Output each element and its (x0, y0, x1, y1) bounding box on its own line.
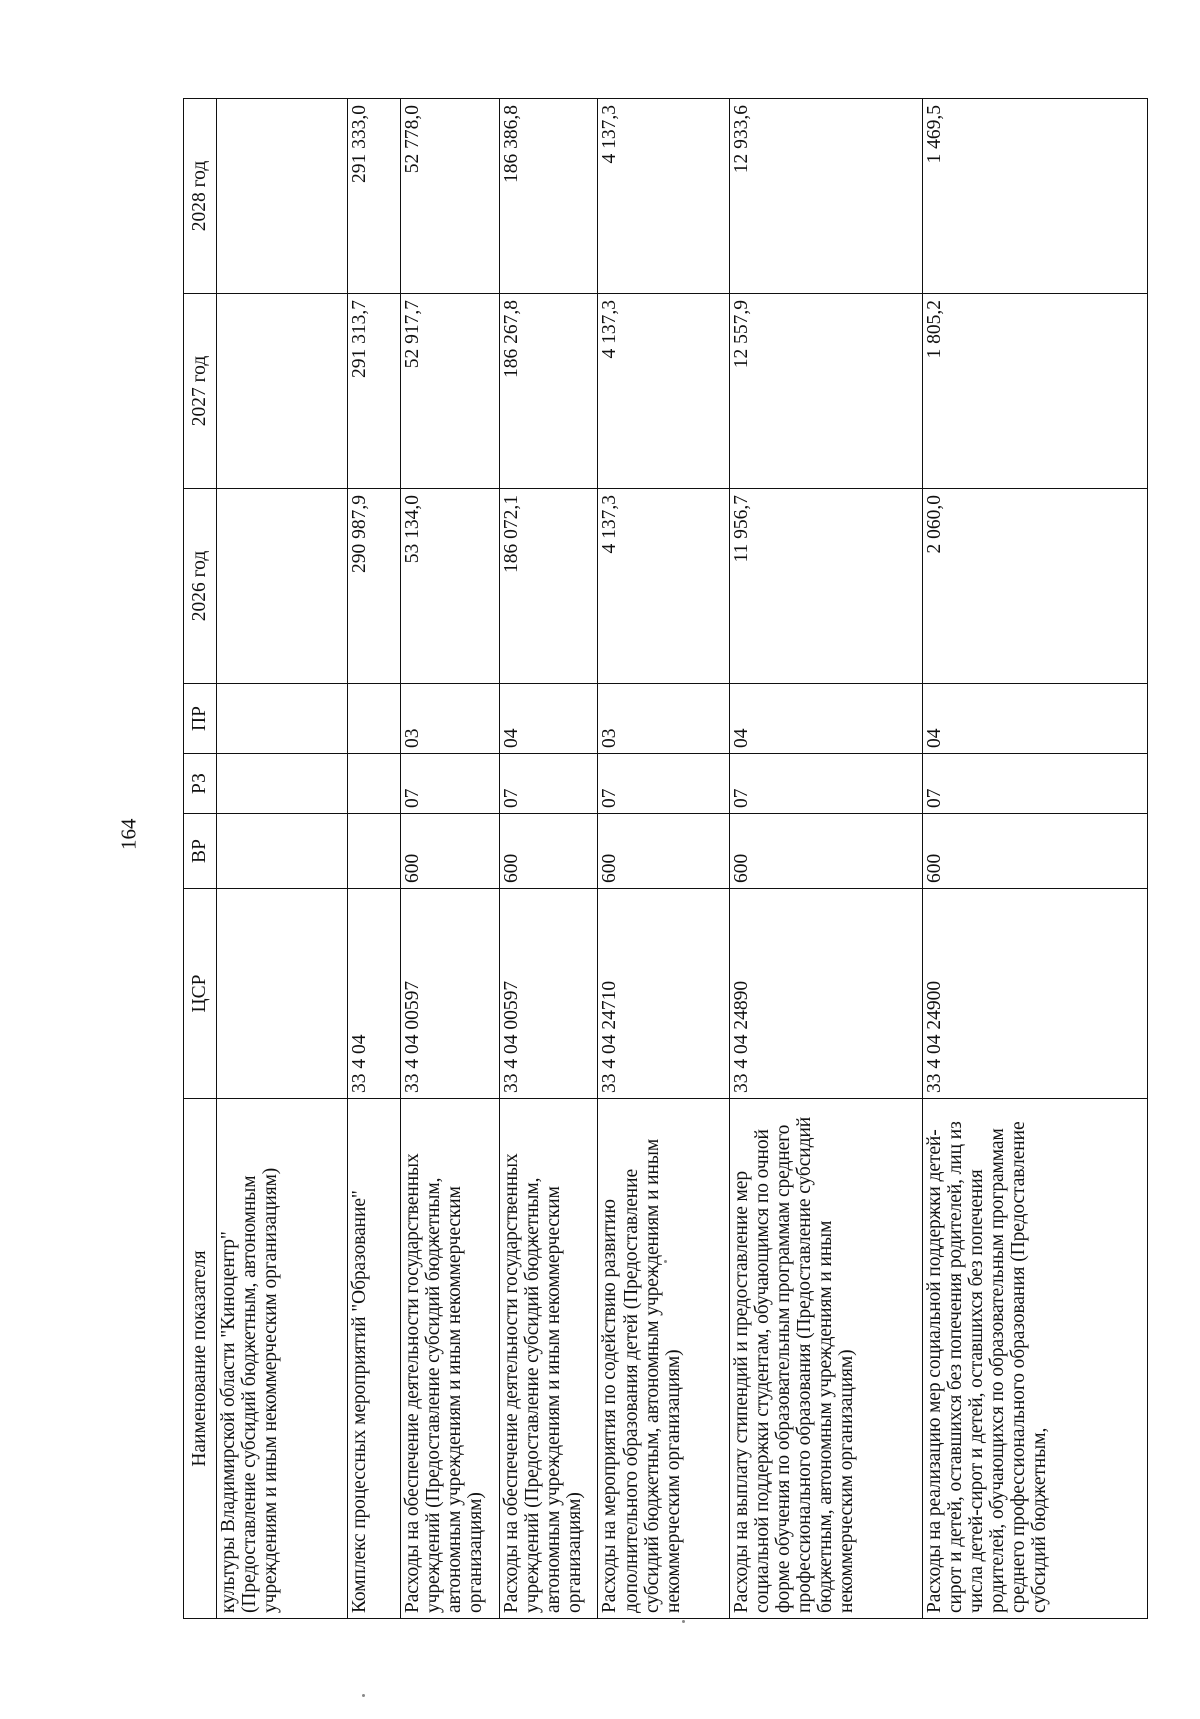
cell-csr: 33 4 04 24710 (598, 889, 729, 1099)
cell-2028: 4 137,3 (598, 99, 729, 294)
cell-2026: 11 956,7 (729, 489, 922, 684)
cell-2028: 12 933,6 (729, 99, 922, 294)
cell-csr: 33 4 04 24890 (729, 889, 922, 1099)
cell-pr (348, 684, 401, 754)
cell-pr: 04 (499, 684, 598, 754)
cell-2026: 2 060,0 (922, 489, 1147, 684)
cell-2028 (217, 99, 348, 294)
cell-rz: 07 (499, 754, 598, 814)
cell-rz: 07 (922, 754, 1147, 814)
cell-name: Расходы на реализацию мер социальной поддержки детей-сирот и детей, оставшихся без попечения родителей, лиц из числа детей-сирот и детей, оставшихся без попечения родителей, обучающихся по образовательным программам среднего профессионального образования (Предоставление субсидий бюджетным, (922, 1099, 1147, 1619)
cell-name: Комплекс процессных мероприятий "Образование" (348, 1099, 401, 1619)
header-vr: ВР (184, 814, 217, 889)
budget-table (183, 98, 1148, 1619)
cell-2027: 291 313,7 (348, 294, 401, 489)
cell-rz: 07 (729, 754, 922, 814)
header-rz: РЗ (184, 754, 217, 814)
cell-rz (217, 754, 348, 814)
page-number: 164 (116, 818, 141, 850)
cell-2026: 53 134,0 (401, 489, 500, 684)
table-row (348, 99, 401, 1619)
table-row (922, 99, 1147, 1619)
cell-rz: 07 (401, 754, 500, 814)
table-row (499, 99, 598, 1619)
header-name: Наименование показателя (184, 1099, 217, 1619)
scan-speck (362, 1694, 365, 1697)
header-csr: ЦСР (184, 889, 217, 1099)
cell-2026: 186 072,1 (499, 489, 598, 684)
cell-rz (348, 754, 401, 814)
cell-vr: 600 (499, 814, 598, 889)
cell-vr (348, 814, 401, 889)
cell-2028: 52 778,0 (401, 99, 500, 294)
cell-2028: 291 333,0 (348, 99, 401, 294)
cell-2027 (217, 294, 348, 489)
cell-pr: 03 (401, 684, 500, 754)
cell-2026: 4 137,3 (598, 489, 729, 684)
cell-vr: 600 (922, 814, 1147, 889)
cell-pr: 04 (729, 684, 922, 754)
cell-vr: 600 (598, 814, 729, 889)
cell-2027: 52 917,7 (401, 294, 500, 489)
cell-pr: 04 (922, 684, 1147, 754)
rotated-table-container (183, 99, 1148, 1619)
header-2026: 2026 год (184, 489, 217, 684)
cell-csr: 33 4 04 (348, 889, 401, 1099)
cell-2026: 290 987,9 (348, 489, 401, 684)
header-pr: ПР (184, 684, 217, 754)
cell-vr: 600 (729, 814, 922, 889)
table-row (401, 99, 500, 1619)
cell-2027: 4 137,3 (598, 294, 729, 489)
scan-speck (664, 1260, 667, 1263)
cell-2028: 1 469,5 (922, 99, 1147, 294)
cell-vr (217, 814, 348, 889)
cell-name: Расходы на обеспечение деятельности государственных учреждений (Предоставление субсидий бюджетным, автономным учреждениям и иным некоммерческим организациям) (401, 1099, 500, 1619)
cell-2026 (217, 489, 348, 684)
cell-name: Расходы на обеспечение деятельности государственных учреждений (Предоставление субсидий бюджетным, автономным учреждениям и иным некоммерческим организациям) (499, 1099, 598, 1619)
cell-vr: 600 (401, 814, 500, 889)
header-2028: 2028 год (184, 99, 217, 294)
cell-2027: 1 805,2 (922, 294, 1147, 489)
table-row (217, 99, 348, 1619)
cell-pr (217, 684, 348, 754)
cell-rz: 07 (598, 754, 729, 814)
header-2027: 2027 год (184, 294, 217, 489)
table-row (598, 99, 729, 1619)
cell-csr (217, 889, 348, 1099)
cell-2027: 12 557,9 (729, 294, 922, 489)
cell-2027: 186 267,8 (499, 294, 598, 489)
cell-name: культуры Владимирской области "Киноцентр" (Предоставление субсидий бюджетным, автономным учреждениям и иным некоммерческим организациям) (217, 1099, 348, 1619)
cell-csr: 33 4 04 00597 (499, 889, 598, 1099)
cell-name: Расходы на мероприятия по содействию развитию дополнительного образования детей (Предоставление субсидий бюджетным, автономным учреждениям и иным некоммерческим организациям) (598, 1099, 729, 1619)
cell-pr: 03 (598, 684, 729, 754)
cell-csr: 33 4 04 00597 (401, 889, 500, 1099)
cell-2028: 186 386,8 (499, 99, 598, 294)
cell-csr: 33 4 04 24900 (922, 889, 1147, 1099)
cell-name: Расходы на выплату стипендий и предоставление мер социальной поддержки студентам, обучающимся по очной форме обучения по образовательным программам среднего профессионального образования (Предоставление субсидий бюджетным, автономным учреждениям и иным некоммерческим организациям) (729, 1099, 922, 1619)
table-header-row (184, 99, 217, 1619)
table-row (729, 99, 922, 1619)
scan-speck (682, 1620, 685, 1623)
